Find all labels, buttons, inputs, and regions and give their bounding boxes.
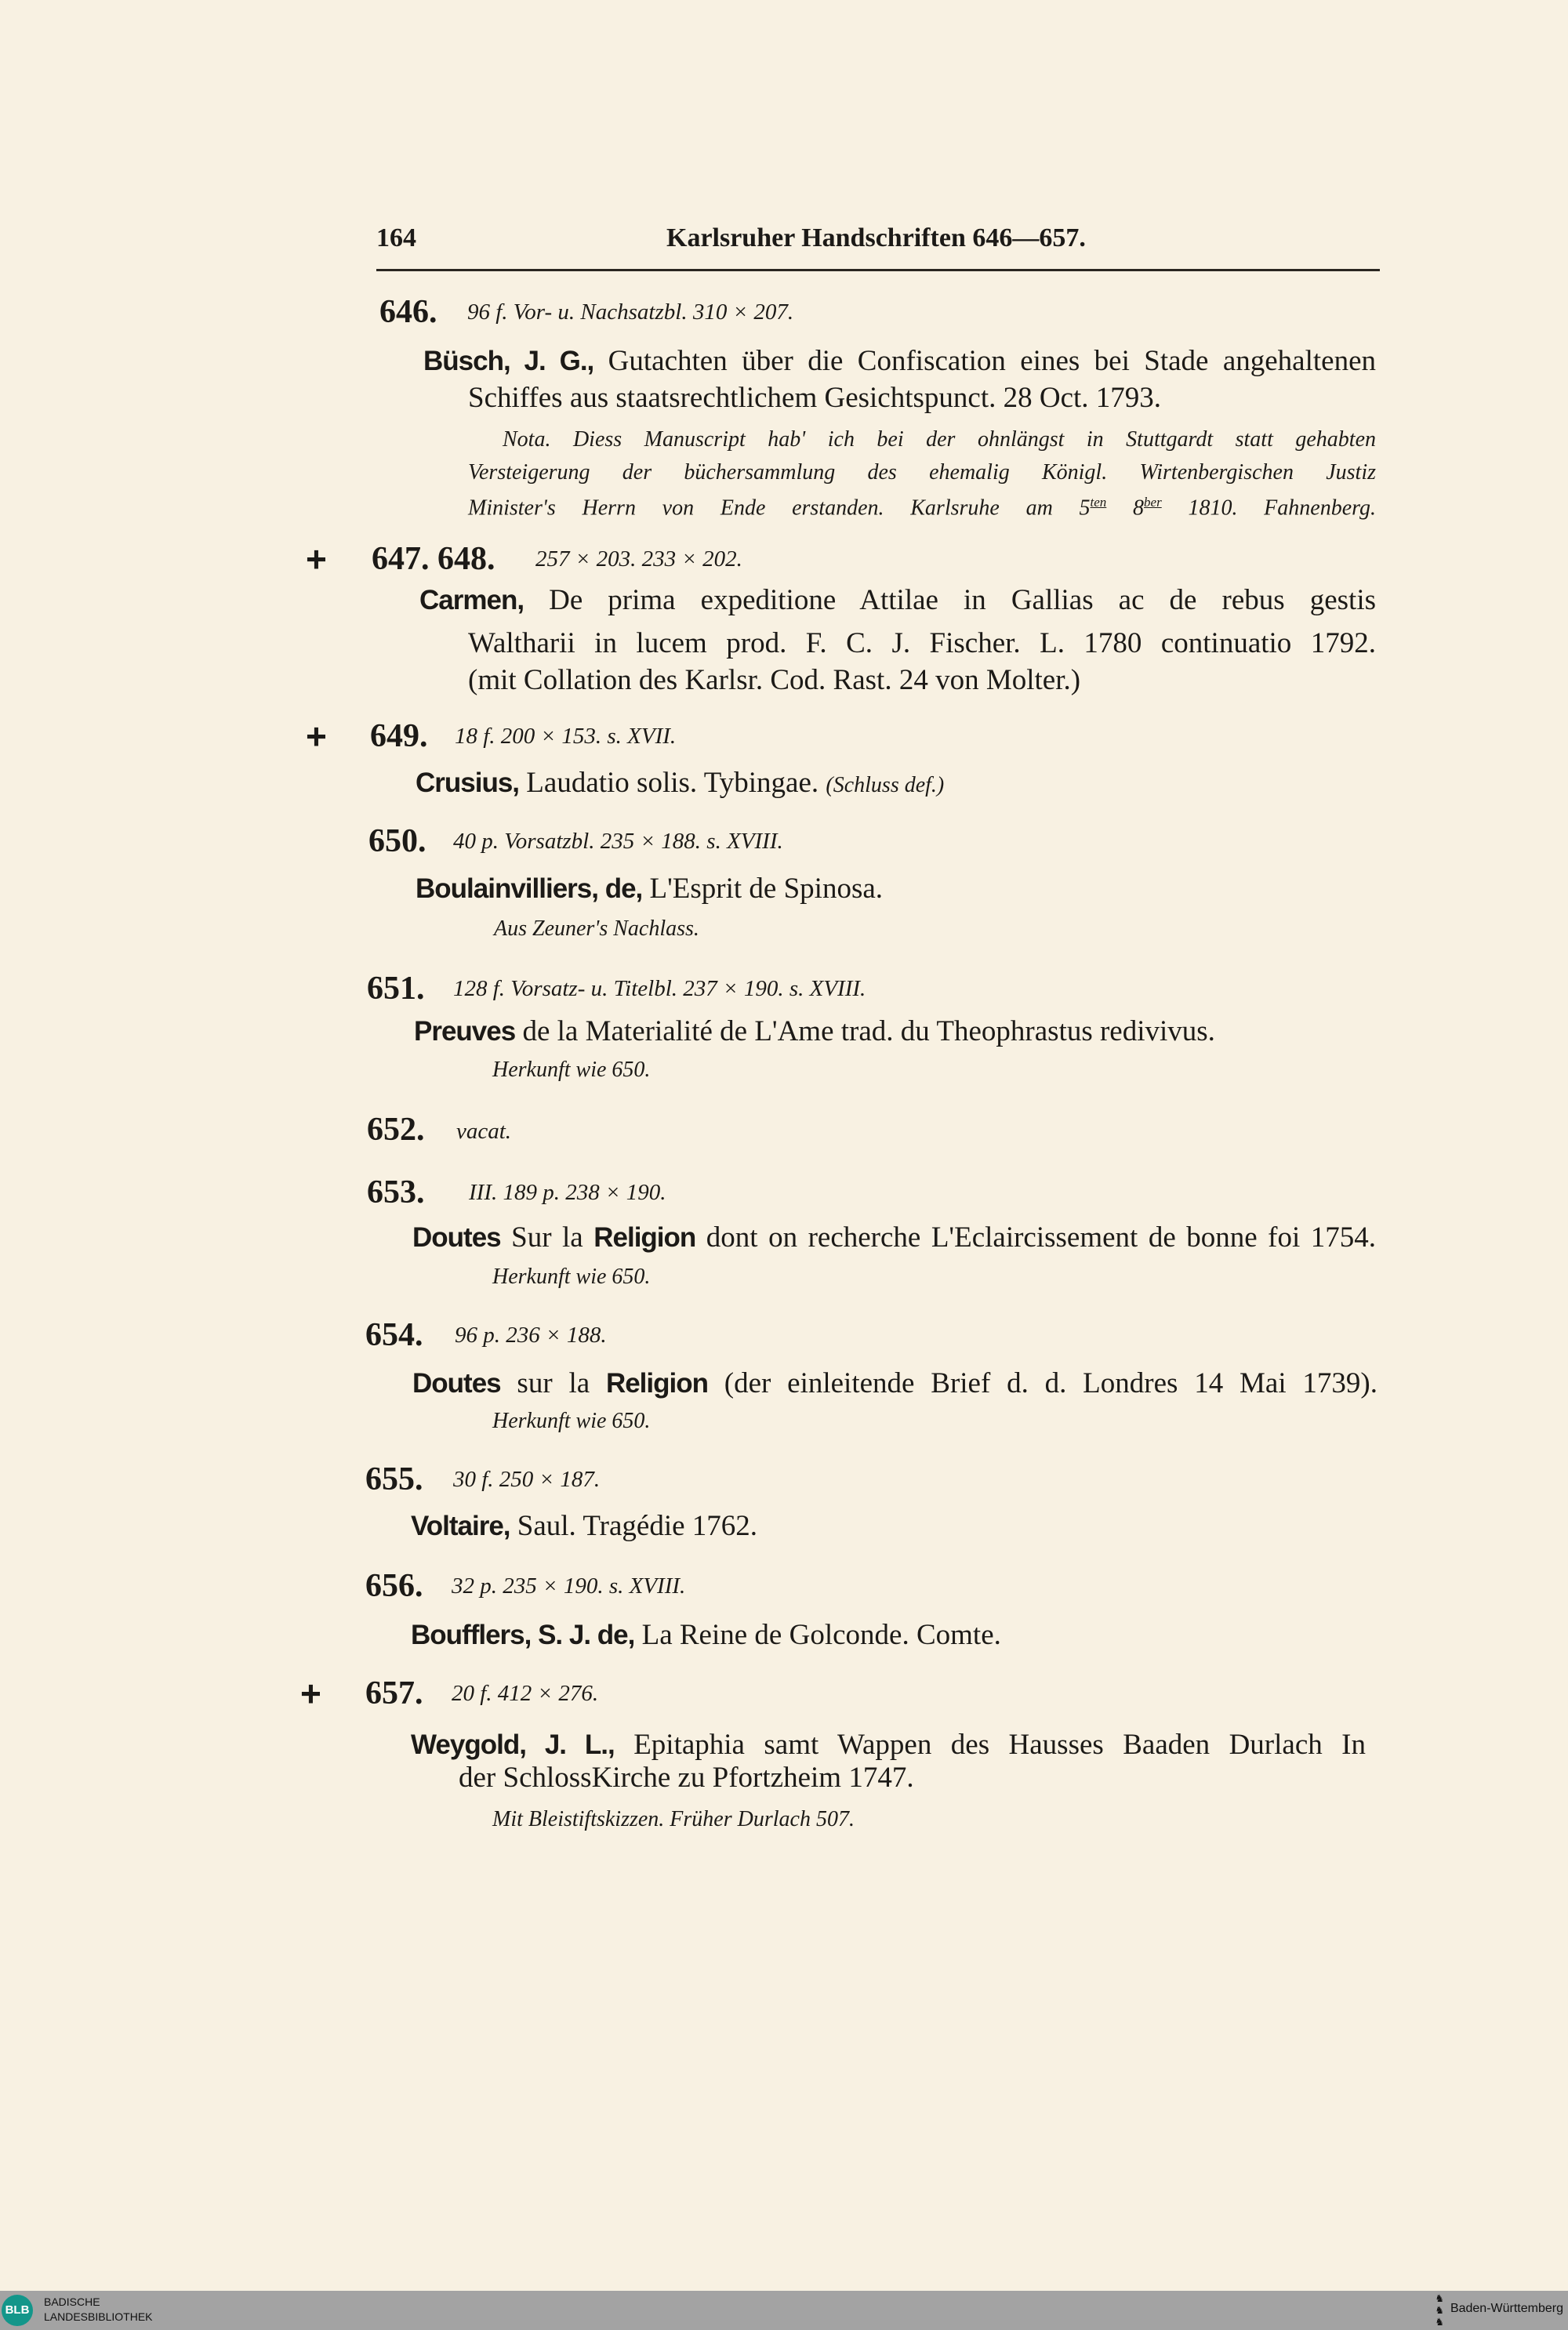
blb-logo[interactable]: BLB	[2, 2295, 33, 2326]
entry-text	[411, 1618, 1001, 1653]
note-text: 8	[1106, 495, 1145, 521]
entry-keyword: Religion	[593, 1222, 696, 1253]
entry-text	[423, 344, 1376, 379]
library-name-line: LANDESBIBLIOTHEK	[44, 2310, 153, 2323]
entry-title: La Reine de Golconde. Comte.	[641, 1619, 1001, 1651]
entry-provenance: Herkunft wie 650.	[492, 1058, 651, 1082]
entry-text	[416, 872, 883, 906]
entry-text	[419, 583, 1376, 618]
entry-meta: 96 p. 236 × 188.	[455, 1323, 607, 1348]
entry-meta: 18 f. 200 × 153. s. XVII.	[455, 724, 677, 749]
entry-number: 655.	[365, 1461, 423, 1497]
entry-note: Nota. Diess Manuscript hab' ich bei der ohnlängst in Stuttgardt statt gehabten	[503, 427, 1376, 452]
entry-title: Saul. Tragédie 1762.	[517, 1510, 758, 1542]
entry-provenance: Herkunft wie 650.	[492, 1409, 651, 1433]
entry-title: sur la	[517, 1367, 590, 1399]
entry-remark: (Schluss def.)	[826, 773, 945, 797]
note-sup: ber	[1144, 495, 1162, 510]
entry-number: 649.	[370, 718, 428, 754]
entry-text	[416, 766, 944, 801]
entry-title: Gutachten über die Confiscation eines bei Stade angehaltenen	[608, 345, 1376, 377]
entry-meta: 128 f. Vorsatz- u. Titelbl. 237 × 190. s. XVIII.	[453, 976, 866, 1001]
entry-text	[411, 1509, 757, 1544]
note-text: Minister's Herrn von Ende erstanden. Karlsruhe am 5	[468, 495, 1091, 521]
entry-author: Weygold, J. L.,	[411, 1729, 615, 1760]
entry-provenance: Herkunft wie 650.	[492, 1265, 651, 1289]
lions-icon: ♞ ♞ ♞	[1435, 2292, 1444, 2328]
entry-number: 646.	[379, 294, 437, 330]
entry-author: Crusius,	[416, 768, 520, 798]
entry-text	[411, 1728, 1366, 1762]
entry-note	[468, 487, 1376, 524]
plus-marker: +	[300, 1673, 321, 1714]
entry-number: 653.	[367, 1174, 425, 1210]
entry-provenance: Mit Bleistiftskizzen. Früher Durlach 507.	[492, 1807, 855, 1831]
viewer-footer	[0, 2291, 1568, 2330]
entry-author: Carmen,	[419, 585, 524, 615]
note-text: 1810. Fahnenberg.	[1161, 495, 1377, 521]
entry-number: 647. 648.	[372, 541, 495, 577]
entry-author: Doutes	[412, 1222, 501, 1253]
plus-marker: +	[306, 716, 327, 757]
entry-author: Boulainvilliers, de,	[416, 873, 643, 904]
state-logo-text[interactable]: Baden-Württemberg	[1450, 2302, 1563, 2315]
entry-meta: 20 f. 412 × 276.	[452, 1681, 599, 1706]
entry-author: Preuves	[414, 1016, 516, 1047]
entry-meta: 96 f. Vor- u. Nachsatzbl. 310 × 207.	[467, 299, 794, 325]
entry-title: de la Materialité de L'Ame trad. du Theophrastus redivivus.	[522, 1015, 1215, 1047]
running-title: Karlsruher Handschriften 646—657.	[666, 223, 1086, 252]
entry-text: der SchlossKirche zu Pfortzheim 1747.	[459, 1762, 914, 1794]
library-name-line: BADISCHE	[44, 2296, 100, 2308]
entry-number: 652.	[367, 1112, 425, 1148]
entry-number: 654.	[365, 1317, 423, 1353]
entry-title: L'Esprit de Spinosa.	[649, 873, 884, 905]
entry-text: Waltharii in lucem prod. F. C. J. Fischer. L. 1780 continuatio 1792.	[468, 627, 1376, 659]
entry-number: 656.	[365, 1568, 423, 1604]
entry-title: Sur la	[511, 1221, 583, 1254]
entry-text	[412, 1221, 1376, 1255]
entry-provenance: Aus Zeuner's Nachlass.	[494, 916, 699, 941]
entry-title: (der einleitende Brief d. d. Londres 14 Mai 1739).	[724, 1367, 1377, 1399]
entry-number: 651.	[367, 971, 425, 1007]
entry-meta: III. 189 p. 238 × 190.	[469, 1180, 666, 1205]
entry-meta: 257 × 203. 233 × 202.	[535, 546, 742, 572]
entry-note: Versteigerung der büchersammlung des ehemalig Königl. Wirtenbergischen Justiz	[468, 460, 1376, 485]
entry-text	[414, 1014, 1215, 1049]
entry-author: Büsch, J. G.,	[423, 346, 594, 376]
entry-author: Voltaire,	[411, 1511, 510, 1541]
entry-number: 650.	[368, 823, 426, 859]
page-number: 164	[376, 223, 416, 252]
entry-title: Epitaphia samt Wappen des Hausses Baaden Durlach In	[633, 1729, 1367, 1761]
library-name[interactable]	[44, 2295, 153, 2325]
entry-text	[412, 1366, 1377, 1401]
entry-author: Boufflers, S. J. de,	[411, 1620, 635, 1650]
entry-title: dont on recherche L'Eclaircissement de bonne foi 1754.	[706, 1221, 1377, 1254]
entry-author: Doutes	[412, 1368, 501, 1399]
note-sup: ten	[1090, 495, 1107, 510]
entry-keyword: Religion	[605, 1368, 708, 1399]
entry-text: Schiffes aus staatsrechtlichem Gesichtspunct. 28 Oct. 1793.	[468, 382, 1162, 414]
header-rule	[376, 269, 1380, 271]
entry-meta: 40 p. Vorsatzbl. 235 × 188. s. XVIII.	[453, 829, 783, 854]
entry-text: (mit Collation des Karlsr. Cod. Rast. 24 von Molter.)	[468, 664, 1081, 696]
entry-meta: 32 p. 235 × 190. s. XVIII.	[452, 1573, 686, 1599]
entry-meta: 30 f. 250 × 187.	[453, 1467, 601, 1492]
entry-number: 657.	[365, 1675, 423, 1711]
plus-marker: +	[306, 539, 327, 579]
entry-meta: vacat.	[456, 1119, 512, 1144]
entry-title: De prima expeditione Attilae in Gallias ac de rebus gestis	[549, 584, 1376, 616]
entry-title: Laudatio solis. Tybingae.	[526, 767, 819, 799]
